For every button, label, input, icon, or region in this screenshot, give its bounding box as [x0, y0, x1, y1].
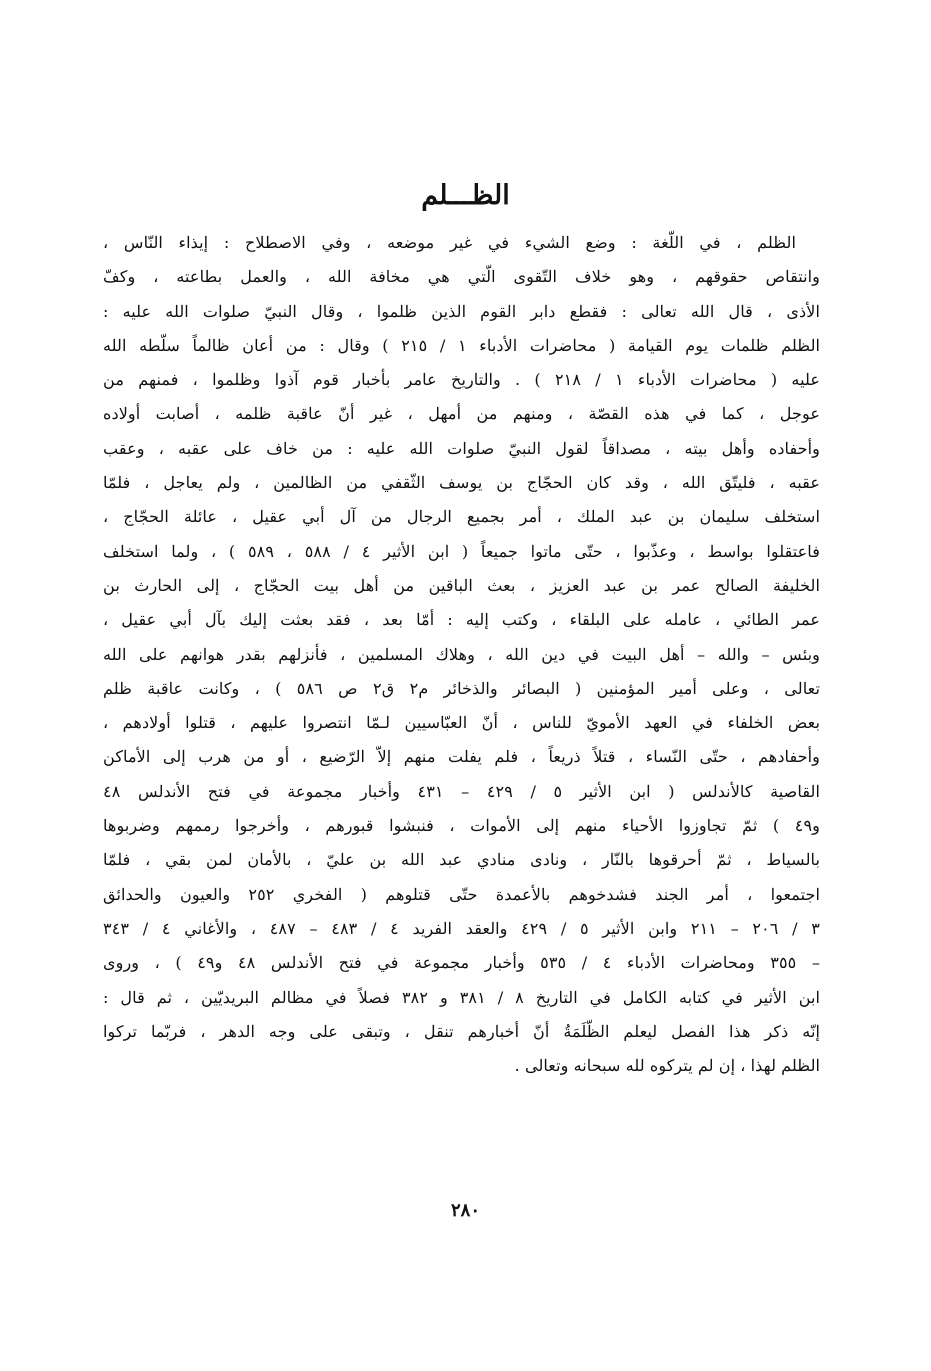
text-line: الأذى ، قال الله تعالى : فقطع دابر القوم الذين ظلموا ، وقال النبيّ صلوات الله عليه :: [103, 301, 820, 321]
text-line: وأحفاده وأهل بيته ، مصداقاً لقول النبيّ صلوات الله عليه : من خاف على عقبه ، وعقب: [103, 438, 820, 458]
text-line: الظلم لهذا ، إن لم يتركوه لله سبحانه وتعالى .: [514, 1056, 820, 1076]
text-line: عوجل ، كما في هذه القصّة ، ومنهم من أمهل ، غير أنّ عاقبة ظلمه ، أصابت أولاده: [103, 404, 820, 424]
text-line: استخلف سليمان بن عبد الملك ، أمر بجميع الرجال من آل أبي عقيل ، عائلة الحجّاج ،: [103, 507, 820, 527]
text-line: عقبه ، فليتّق الله ، وقد كان الحجّاج بن يوسف الثّقفي من الظالمين ، ولم يعاجل ، فلمّا: [103, 473, 820, 493]
text-line: بعض الخلفاء في العهد الأمويّ للناس ، أنّ العبّاسيين لـمّا انتصروا عليهم ، قتلوا أولادهم ،: [103, 713, 820, 733]
text-line: القاصية كالأندلس ( ابن الأثير ٥ / ٤٢٩ – ٤٣١ وأخبار مجموعة في فتح الأندلس ٤٨: [103, 781, 820, 801]
text-line: ٣ / ٢٠٦ – ٢١١ وابن الأثير ٥ / ٤٢٩ والعقد الفريد ٤ / ٤٨٣ – ٤٨٧ ، والأغاني ٤ / ٣٤٣: [103, 918, 820, 938]
page-number: ٢٨٠: [450, 1200, 480, 1221]
text-line: تعالى ، وعلى أمير المؤمنين ( البصائر والذخائر م٢ ق٢ ص ٥٨٦ ) ، وكانت عاقبة ظلم: [103, 678, 820, 698]
text-line: وأحفادهم ، حتّى النّساء ، قتلاً ذريعاً ، فلم يفلت منهم إلاّ الرّضيع ، أو من هرب إلى الأماكن: [103, 747, 820, 767]
text-line: بالسياط ، ثمّ أحرقوها بالنّار ، ونادى منادي عبد الله بن عليّ ، بالأمان لمن بقي ، فلمّا: [103, 850, 820, 870]
text-line: وبئس – والله – أهل البيت في دين الله ، وهلاك المسلمين ، فأنزلهم بقدر هوانهم على الله: [103, 644, 820, 664]
text-line: و٤٩ ) ثمّ تجاوزوا الأحياء منهم إلى الأموات ، فنبشوا قبورهم ، وأخرجوا رممهم وضربوها: [103, 816, 820, 836]
text-line: وانتقاص حقوقهم ، وهو خلاف التّقوى الّتي هي مخافة الله ، والعمل بطاعته ، وكفّ: [103, 267, 820, 287]
text-line: – ٣٥٥ ومحاضرات الأدباء ٤ / ٥٣٥ وأخبار مجموعة في فتح الأندلس ٤٨ و٤٩ ) ، وروى: [103, 953, 820, 973]
text-line: إنّه ذكر هذا الفصل ليعلم الظّلَمَةُ أنّ أخبارهم تنقل ، وتبقى على وجه الدهر ، فربّما تركوا: [103, 1021, 820, 1041]
text-line: الظلم ظلمات يوم القيامة ( محاضرات الأدباء ١ / ٢١٥ ) وقال : من أعان ظالماً سلّطه الله: [103, 335, 820, 355]
text-line: اجتمعوا ، أمر الجند فشدخوهم بالأعمدة حتّى قتلوهم ( الفخري ٢٥٢ والعيون والحدائق: [103, 884, 820, 904]
page-title: الظـــلم: [421, 180, 510, 211]
text-line: الخليفة الصالح عمر بن عبد العزيز ، بعث الباقين من أهل بيت الحجّاج ، إلى الحارث بن: [103, 575, 820, 595]
text-line: ابن الأثير في كتابه الكامل في التاريخ ٨ / ٣٨١ و ٣٨٢ فصلاً في مظالم البريديّين ، ثم قال :: [103, 987, 820, 1007]
text-line: عليه ( محاضرات الأدباء ١ / ٢١٨ ) . والتاريخ عامر بأخبار قوم آذوا وظلموا ، فمنهم من: [103, 370, 820, 390]
text-line: فاعتقلوا بواسط ، وعذّبوا ، حتّى ماتوا جميعاً ( ابن الأثير ٤ / ٥٨٨ ، ٥٨٩ ) ، ولما استخلف: [103, 541, 820, 561]
text-line: عمر الطائي ، عامله على البلقاء ، وكتب إليه : أمّا بعد ، فقد بعثت إليك بآل أبي عقيل ،: [103, 610, 820, 630]
body-paragraph: [103, 226, 820, 1083]
text-line: الظلم ، في اللّغة : وضع الشيء في غير موضعه ، وفي الاصطلاح : إيذاء النّاس ،: [103, 233, 796, 252]
